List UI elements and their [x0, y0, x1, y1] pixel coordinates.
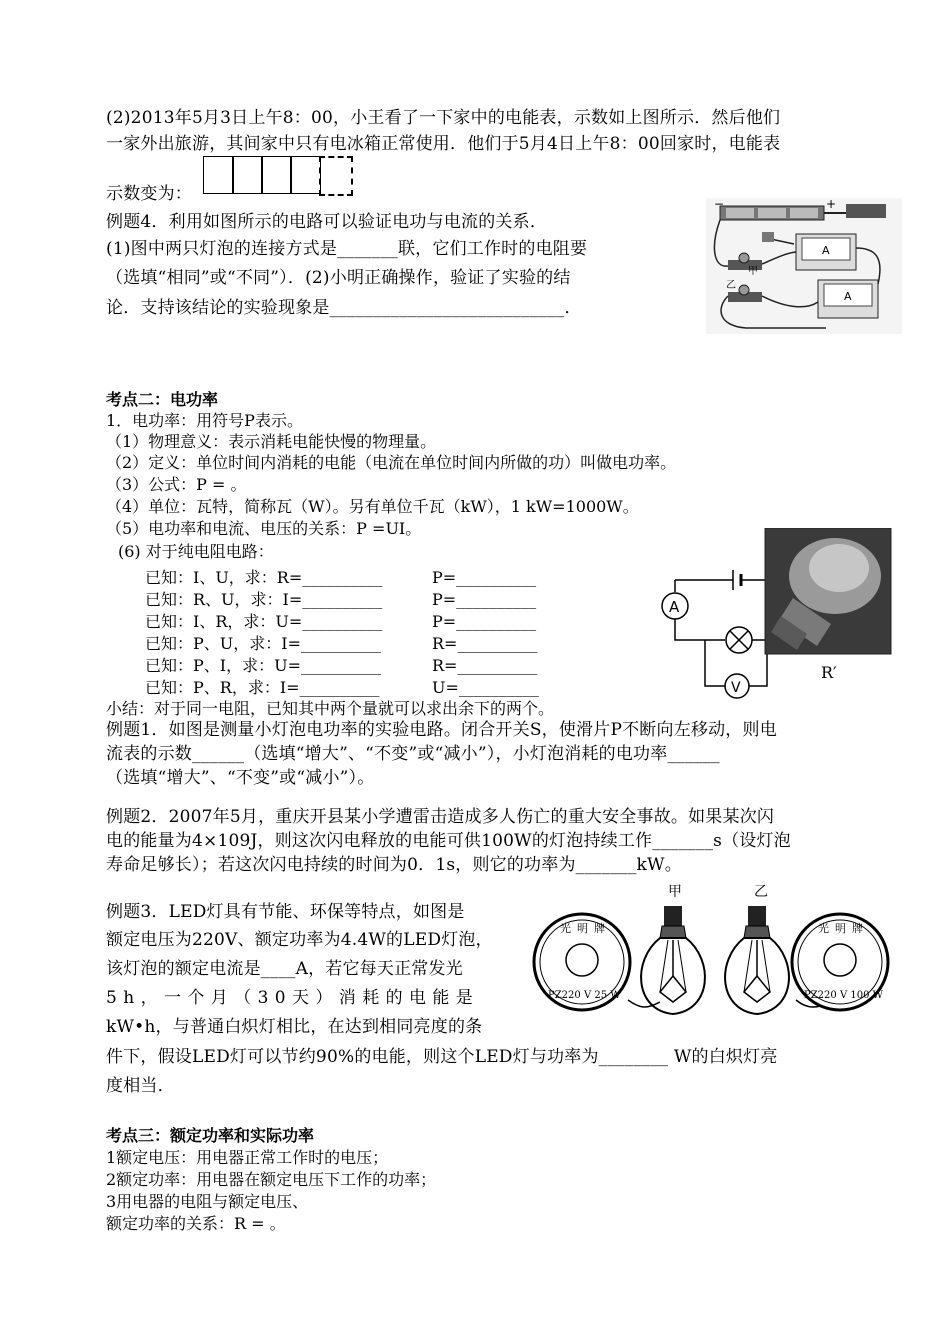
- ex2-line-2: 电的能量为4×109J，则这次闪电释放的电能可供100W的灯泡持续工作_______s（设灯泡: [106, 831, 791, 851]
- ex3-line-1: 例题3．LED灯具有节能、环保等特点，如图是: [106, 902, 465, 922]
- ex4-minus-label: −: [714, 198, 725, 211]
- ex3-line-2: 额定电压为220V、额定功率为4.4W的LED灯泡，: [106, 930, 493, 950]
- ex4-ammeter-label-2: A: [844, 290, 852, 303]
- circuit-ammeter-label: A: [669, 598, 680, 616]
- ex4-line-2: (1)图中两只灯泡的连接方式是_______联，它们工作时的电阻要: [106, 239, 588, 259]
- known-row-2a: 已知：R、U，求：I=__________: [145, 590, 383, 609]
- ex4-label-jia: 甲: [748, 266, 758, 277]
- bulbs-figure: [532, 880, 892, 1030]
- ex2-line-3: 寿命足够长）；若这次闪电持续的时间为0．1s，则它的功率为_______kW。: [106, 855, 682, 875]
- known-row-1a: 已知：I、U，求：R=__________: [145, 568, 383, 587]
- known-row-5a: 已知：P、I，求：U=__________: [145, 656, 381, 675]
- known-row-5b: R=__________: [432, 656, 538, 675]
- ex1-line-2: 流表的示数______（选填“增大”、“不变”或“减小”），小灯泡消耗的电功率______: [106, 744, 720, 764]
- meter-digit-box: [261, 156, 292, 194]
- meter-digit-box: [203, 156, 234, 194]
- meter-digit-boxes: [203, 156, 353, 194]
- section3-line-1: 1额定电压：用电器正常工作时的电压；: [106, 1148, 389, 1167]
- ex4-line-4: 论．支持该结论的实验现象是___________________________．: [106, 298, 582, 318]
- ex3-line-6: 件下，假设LED灯可以节约90%的电能，则这个LED灯与功率为________ W的白炽灯亮: [106, 1047, 778, 1067]
- bulb-rating-right: PZ220 V 100 W: [804, 990, 883, 1001]
- section3-line-3: 3用电器的电阻与额定电压、: [106, 1192, 309, 1211]
- section2-line-2: （1）物理意义：表示消耗电能快慢的物理量。: [106, 432, 437, 451]
- section3-heading: 考点三：额定功率和实际功率: [106, 1126, 315, 1145]
- ex4-label-yi: 乙: [726, 280, 736, 291]
- section2-summary: 小结：对于同一电阻，已知其中两个量就可以求出余下的两个。: [106, 699, 555, 718]
- ex4-line-1: 例题4．利用如图所示的电路可以验证电功与电流的关系．: [106, 212, 548, 232]
- section2-heading: 考点二：电功率: [106, 390, 219, 409]
- known-row-2b: P=__________: [432, 590, 537, 609]
- bulb-label-yi: 乙: [754, 884, 768, 900]
- bulb-label-jia: 甲: [668, 884, 682, 900]
- circuit-voltmeter-label: V: [731, 680, 741, 696]
- known-row-4a: 已知：P、U，求：I=__________: [145, 634, 381, 653]
- ex3-line-4: 5h，一个月（30天）消耗的电能是: [106, 988, 480, 1008]
- top-line-1: (2)2013年5月3日上午8：00，小王看了一下家中的电能表，示数如上图所示．然后他们: [106, 108, 781, 128]
- bulb-brand-right: 光明牌: [818, 922, 869, 935]
- bulb-brand-left: 光明牌: [560, 922, 611, 935]
- ex4-plus-label: +: [826, 198, 837, 211]
- known-row-3b: P=__________: [432, 612, 537, 631]
- meter-digit-box: [290, 156, 321, 194]
- ex4-circuit-figure: [706, 198, 902, 334]
- ex3-line-5: kW•h，与普通白炽灯相比，在达到相同亮度的条: [106, 1017, 483, 1037]
- section2-line-4: （3）公式：P = 。: [106, 475, 247, 494]
- section2-line-3: （2）定义：单位时间内消耗的电能（电流在单位时间内所做的功）叫做电功率。: [106, 453, 677, 472]
- bulb-rating-left: PZ220 V 25 W: [548, 990, 621, 1001]
- known-row-3a: 已知：I、R，求：U=__________: [145, 612, 383, 631]
- ex2-line-1: 例题2．2007年5月，重庆开县某小学遭雷击造成多人伤亡的重大安全事故。如果某次闪: [106, 807, 775, 827]
- section3-line-2: 2额定功率：用电器在额定电压下工作的功率；: [106, 1170, 437, 1189]
- ex1-line-1: 例题1．如图是测量小灯泡电功率的实验电路。闭合开关S，使滑片P不断向左移动，则电: [106, 720, 777, 740]
- known-row-1b: P=__________: [432, 568, 537, 587]
- meter-digit-box: [232, 156, 263, 194]
- section2-line-5: （4）单位：瓦特，简称瓦（W）。另有单位千瓦（kW），1 kW=1000W。: [106, 497, 639, 516]
- top-line-2: 一家外出旅游，其间家中只有电冰箱正常使用．他们于5月4日上午8：00回家时，电能表: [106, 134, 781, 154]
- known-row-4b: R=__________: [432, 634, 538, 653]
- circuit-r-label: R′: [821, 663, 837, 682]
- ex3-line-3: 该灯泡的额定电流是____A，若它每天正常发光: [106, 959, 463, 979]
- section2-line-6: （5）电功率和电流、电压的关系：P =UI。: [106, 519, 422, 538]
- section3-line-4: 额定功率的关系：R = 。: [106, 1214, 286, 1233]
- section2-line-7: (6) 对于纯电阻电路：: [118, 542, 274, 561]
- circuit-diagram: [655, 528, 895, 700]
- ex1-line-3: （选填“增大”、“不变”或“减小”）。: [106, 768, 375, 788]
- known-row-6a: 已知：P、R，求：I=__________: [145, 678, 380, 697]
- ex4-ammeter-label-1: A: [822, 244, 830, 257]
- top-line-3: 示数变为：: [106, 184, 192, 204]
- section2-line-1: 1．电功率：用符号P表示。: [106, 411, 303, 430]
- meter-digit-box-decimal: [319, 156, 353, 196]
- ex3-line-7: 度相当．: [106, 1076, 175, 1096]
- known-row-6b: U=__________: [432, 678, 539, 697]
- ex4-line-3: （选填“相同”或“不同”）．(2)小明正确操作，验证了实验的结: [106, 268, 571, 288]
